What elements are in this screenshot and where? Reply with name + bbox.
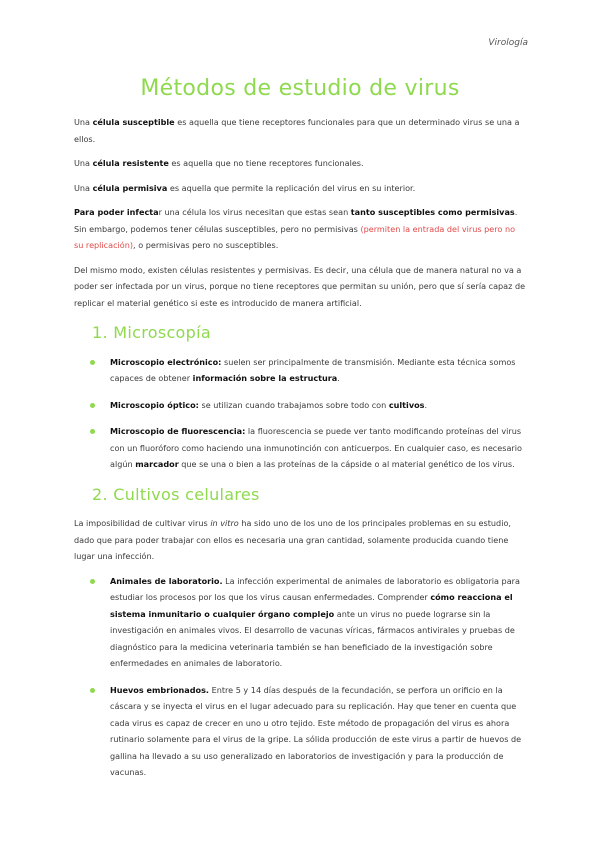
list-item-huevos-embrionados: Huevos embrionados. Entre 5 y 14 días después de la fecundación, se perfora un orificio en la cáscara y se inyecta el virus en el lugar adecuado para su replicación. Hay que tener en cuenta que cada virus es capaz de crecer en uno u otro tejido. Este método de propagación del virus es ahora rutinario solamente para el virus de la gripe. La sólida producción de este virus a partir de huevos de gallina ha llevado a su uso generalizado en laboratorios de investigación y para la producción de vacunas. xyxy=(90,682,526,781)
paragraph-celula-permisiva: Una célula permisiva es aquella que permite la replicación del virus en su interior. xyxy=(74,182,416,193)
paragraph-celula-susceptible: Una célula susceptible es aquella que tiene receptores funcionales para que un determinado virus se una a ellos. xyxy=(74,117,520,144)
page-title: Métodos de estudio de virus xyxy=(140,76,460,101)
bullet-icon xyxy=(90,579,95,584)
term-celula-permisiva: célula permisiva xyxy=(92,182,168,193)
bullet-icon xyxy=(90,403,95,408)
paragraph-celula-resistente: Una célula resistente es aquella que no tiene receptores funcionales. xyxy=(74,158,364,168)
red-note: (permiten la entrada del virus pero no su replicación) xyxy=(74,223,516,250)
cultivos-list xyxy=(90,573,526,781)
paragraph-resistentes-permisivas: Del mismo modo, existen células resistentes y permisivas. Es decir, una célula que de manera natural no va a poder ser infectada por un virus, porque no tiene receptores que permitan su unión, pero que sí sería capaz de replicar el material genético si este es introducido de manera artificial. xyxy=(74,264,526,308)
term-susceptibles-permisivas: tanto susceptibles como permisivas xyxy=(350,207,515,217)
term-celula-susceptible: célula susceptible xyxy=(92,117,175,127)
term-celula-resistente: célula resistente xyxy=(92,158,169,168)
paragraph-infeccion: Para poder infectar una célula los virus necesitan que estas sean tanto susceptibles como permisivas. Sin embargo, podemos tener células susceptibles, pero no permisivas (permiten la entrada del virus pero no su replicación), o permisivas pero no susceptibles. xyxy=(74,207,518,250)
paragraph-cultivos-intro: La imposibilidad de cultivar virus in vitro ha sido uno de los uno de los principales problemas en su estudio, dado que para poder trabajar con ellos es necesaria una gran cantidad, solamente producida cuando tiene lugar una infección. xyxy=(74,518,511,561)
document-body xyxy=(74,114,526,791)
list-item-animales-laboratorio: Animales de laboratorio. La infección experimental de animales de laboratorio es obligatoria para estudiar los procesos por los que los virus causan enfermedades. Comprender cómo reacciona el sistema inmunitario o cualquier órgano complejo ante un virus no puede lograrse sin la investigación en animales vivos. El desarrollo de vacunas víricas, fármacos antivirales y pruebas de diagnóstico para la medicina veterinaria también se han beneficiado de la investigación sobre enfermedades en animales de laboratorio. xyxy=(90,573,526,672)
section-heading-cultivos: 2. Cultivos celulares xyxy=(92,484,260,504)
list-item-microscopio-optico: Microscopio óptico: se utilizan cuando trabajamos sobre todo con cultivos. xyxy=(90,397,526,414)
header-subject-tag: Virología xyxy=(488,38,528,48)
bullet-icon xyxy=(90,429,95,434)
bullet-icon xyxy=(90,688,95,693)
microscopia-list xyxy=(90,354,526,473)
list-item-microscopio-fluorescencia: Microscopio de fluorescencia: la fluorescencia se puede ver tanto modificando proteínas del virus con un fluoróforo como haciendo una inmunotinción con anticuerpos. En cualquier caso, es necesario algún marcador que se una o bien a las proteínas de la cápside o al material genético de los virus. xyxy=(90,423,526,473)
list-item-microscopio-electronico: Microscopio electrónico: suelen ser principalmente de transmisión. Mediante esta técnica somos capaces de obtener información sobre la estructura. xyxy=(90,354,526,387)
bullet-icon xyxy=(90,360,95,365)
section-heading-microscopia: 1. Microscopía xyxy=(92,323,211,342)
